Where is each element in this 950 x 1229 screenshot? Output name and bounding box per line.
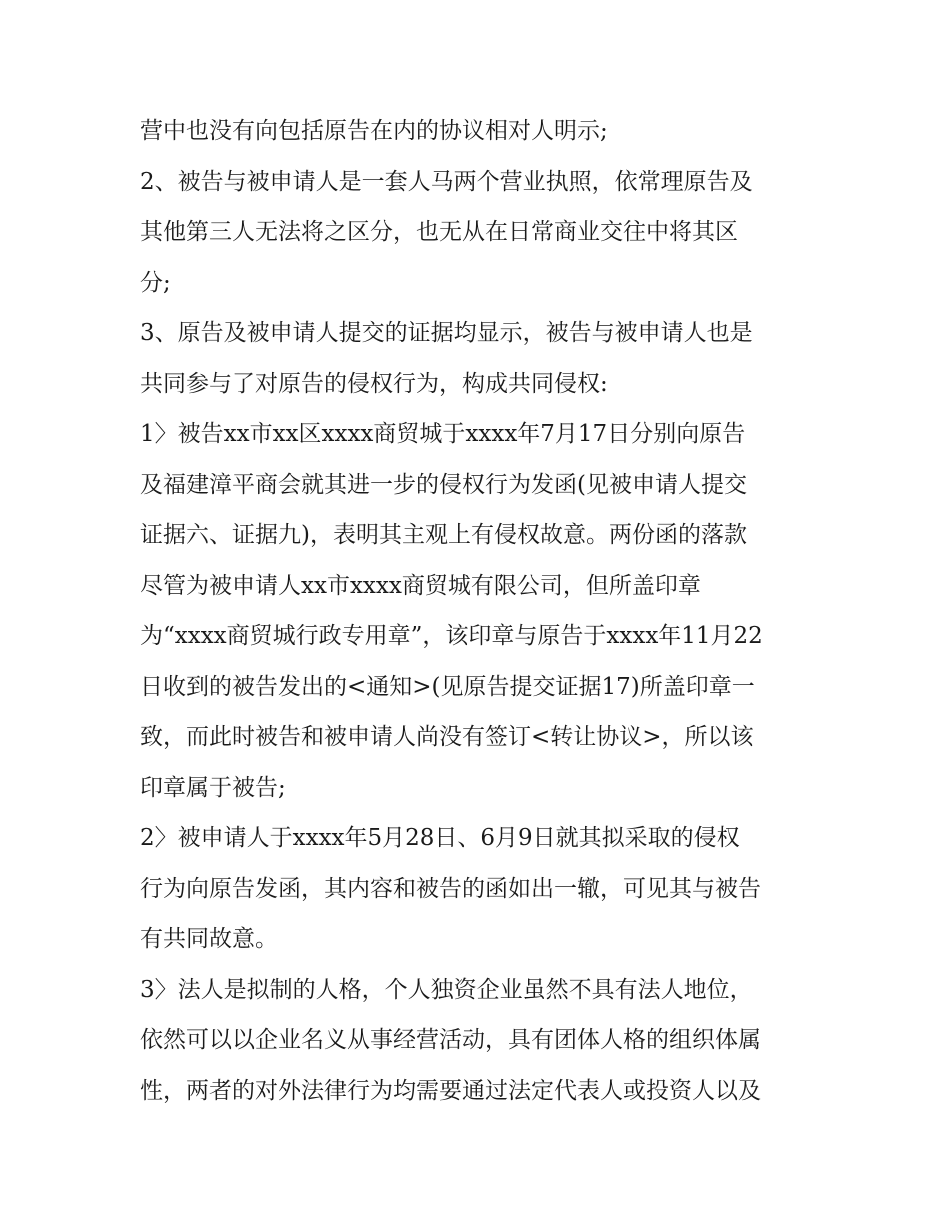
text-line: 1〉被告xx市xx区xxxx商贸城于xxxx年7月17日分别向原告	[140, 421, 746, 447]
text-line: 依然可以以企业名义从事经营活动，具有团体人格的组织体属	[140, 1027, 761, 1053]
text-line: 分;	[140, 269, 171, 296]
text-line: 日收到的被告发出的<通知>(见原告提交证据17)所盖印章一	[140, 673, 755, 700]
text-line: 行为向原告发函，其内容和被告的函如出一辙，可见其与被告	[140, 875, 761, 902]
text-line: 性，两者的对外法律行为均需要通过法定代表人或投资人以及	[140, 1077, 761, 1104]
text-line: 2、被告与被申请人是一套人马两个营业执照，依常理原告及	[140, 168, 753, 195]
text-line: 印章属于被告;	[140, 774, 286, 801]
text-line: 3〉法人是拟制的人格，个人独资企业虽然不具有法人地位，	[140, 976, 753, 1003]
text-line: 证据六、证据九)，表明其主观上有侵权故意。两份函的落款	[140, 522, 747, 548]
text-line: 营中也没有向包括原告在内的协议相对人明示;	[140, 118, 608, 144]
text-line: 共同参与了对原告的侵权行为，构成共同侵权:	[140, 370, 608, 397]
text-line: 及福建漳平商会就其进一步的侵权行为发函(见被申请人提交	[140, 471, 747, 498]
text-line: 尽管为被申请人xx市xxxx商贸城有限公司，但所盖印章	[140, 572, 701, 599]
text-line: 致，而此时被告和被申请人尚没有签订<转让协议>，所以该	[140, 724, 754, 750]
text-line: 为“xxxx商贸城行政专用章”，该印章与原告于xxxx年11月22	[140, 623, 763, 649]
text-line: 2〉被申请人于xxxx年5月28日、6月9日就其拟采取的侵权	[140, 825, 740, 851]
text-line: 有共同故意。	[140, 926, 278, 952]
text-line: 其他第三人无法将之区分，也无从在日常商业交往中将其区	[140, 219, 738, 245]
text-line: 3、原告及被申请人提交的证据均显示，被告与被申请人也是	[140, 320, 753, 346]
body-text	[140, 106, 830, 1116]
